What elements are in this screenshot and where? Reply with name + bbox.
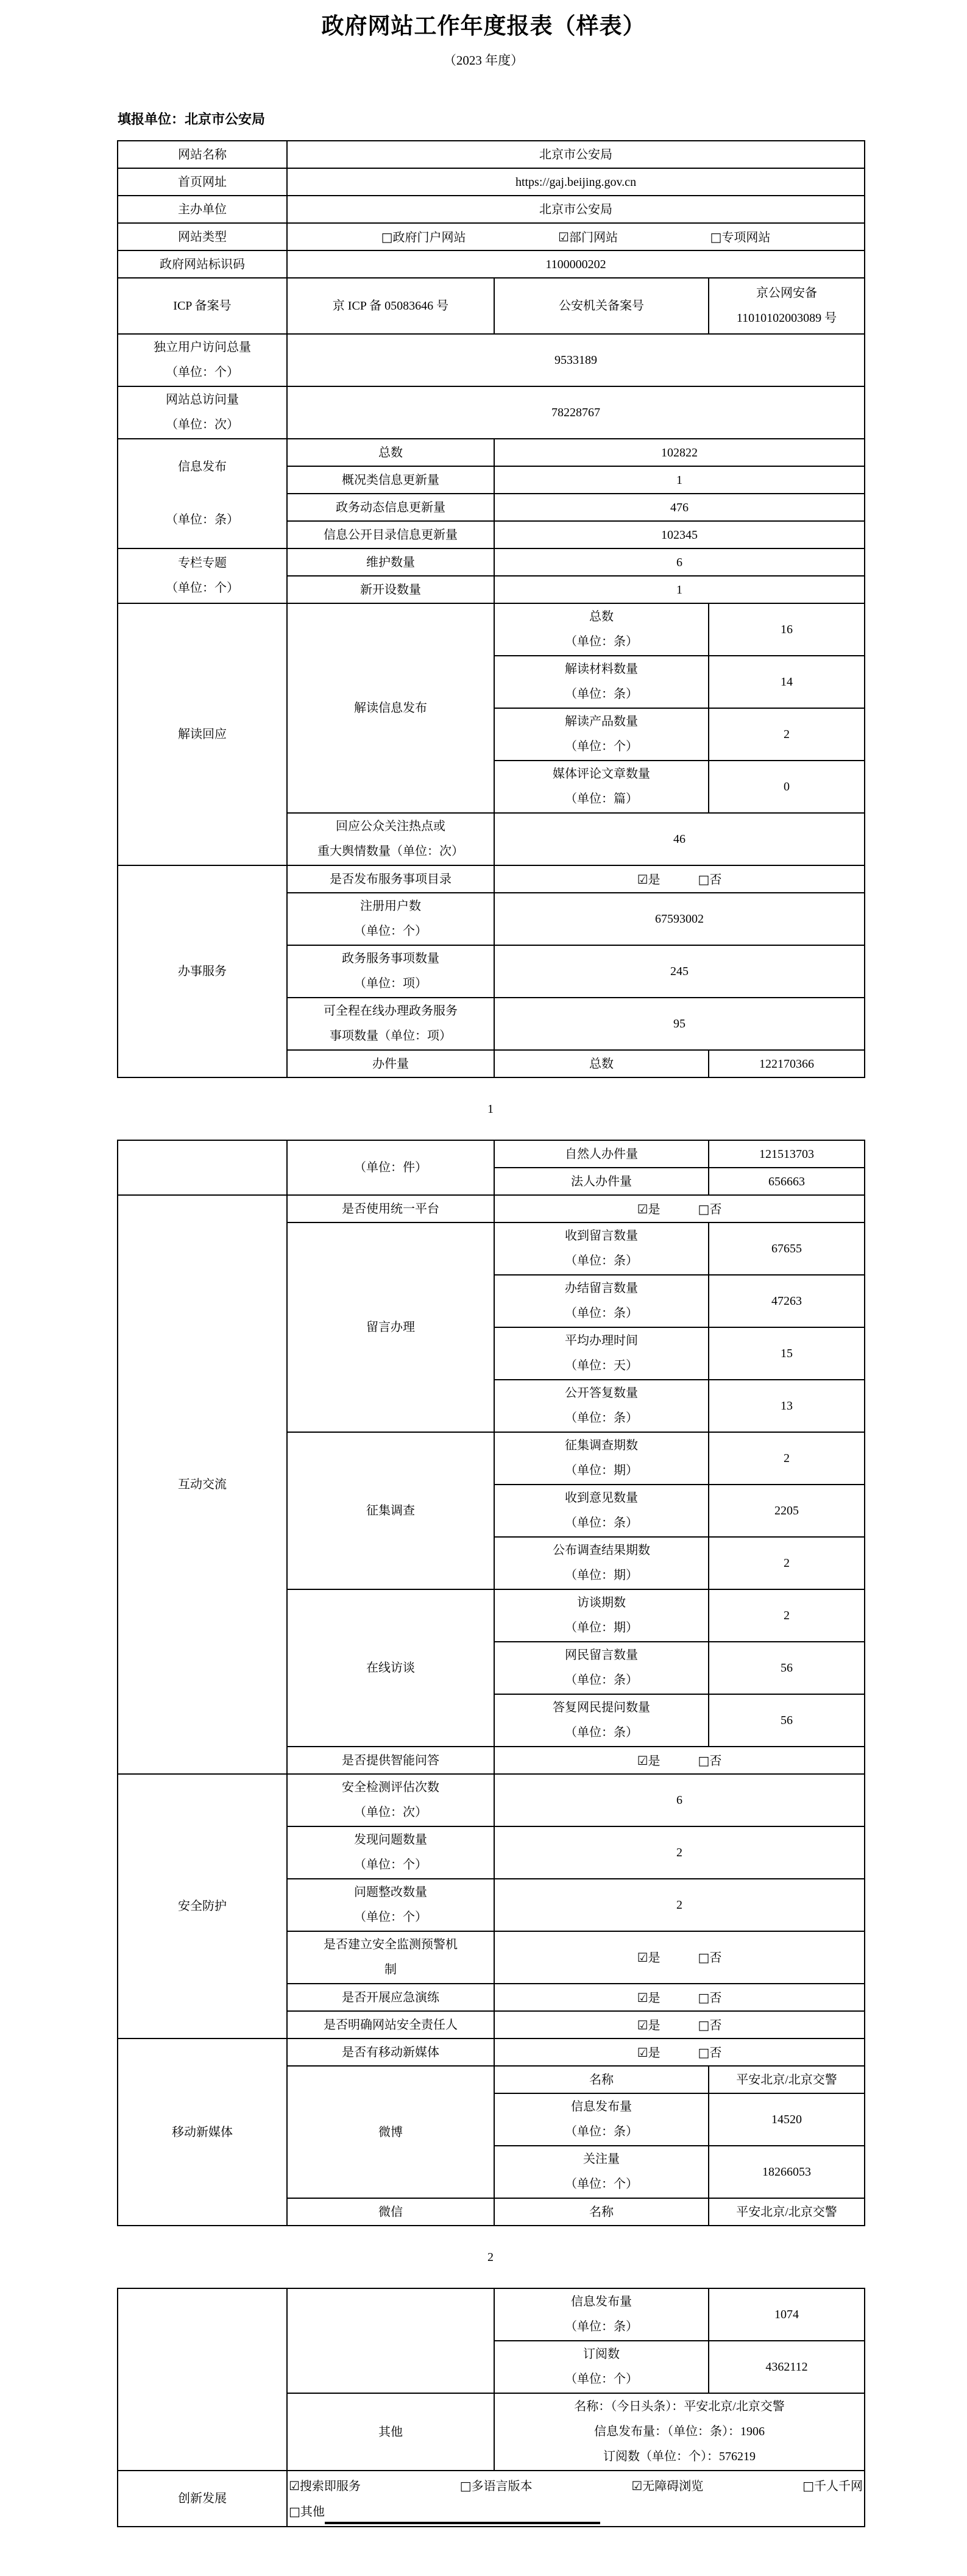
interpretation-publish-label: 解读信息发布 [287,603,494,813]
service-items-label-line1: 政务服务事项数量 [342,952,439,965]
checkbox-officer-yes: ☑是 [637,2017,661,2032]
security-assessments-label [287,1774,494,1826]
smart-qa-value [494,1747,865,1774]
new-media-continuation-cell [118,2288,287,2471]
has-media-label: 是否有移动新媒体 [287,2038,494,2066]
natural-volume-label: 自然人办件量 [494,1140,709,1168]
unique-visitors-value: 9533189 [287,334,865,386]
weibo-followers-unit: （单位：个） [565,2177,638,2191]
sponsor-value: 北京市公安局 [287,196,865,223]
weibo-posts-label [494,2093,709,2146]
response-hotspot-label-line2: 重大舆情数量（单位：次） [317,845,464,858]
interpretation-section-label: 解读回应 [118,603,287,865]
survey-periods-label-line1: 征集调查期数 [565,1439,638,1452]
problems-found-label-line1: 发现问题数量 [354,1833,427,1847]
page-number-2: 2 [487,2251,494,2264]
checkbox-special-site: □专项网站 [710,229,771,244]
survey-opinions-unit: （单位：条） [565,1516,638,1530]
checkbox-platform-yes: ☑是 [637,1201,661,1216]
security-assessments-value: 6 [494,1774,865,1826]
checkbox-has-media-no: □否 [698,2045,722,2060]
has-media-value [494,2038,865,2066]
other-media-posts-line: 信息发布量：（单位：条）：1906 [594,2425,765,2438]
site-type-options [287,223,865,250]
registered-users-unit: （单位：个） [354,924,427,938]
interp-total-unit: （单位：条） [565,635,638,648]
checkbox-multilingual: □多语言版本 [459,2478,533,2493]
total-visits-value: 78228767 [287,386,865,439]
surveys-section-label: 征集调查 [287,1432,494,1589]
unified-platform-value [494,1195,865,1222]
volume-total-label: 总数 [494,1050,709,1077]
response-hotspot-label-line1: 回应公众关注热点或 [336,820,445,833]
new-media-section-label: 移动新媒体 [118,2038,287,2226]
info-publish-unit: （单位：条） [166,513,239,527]
interp-materials-unit: （单位：条） [565,687,638,701]
service-items-label [287,945,494,998]
response-hotspot-value: 46 [494,813,865,865]
interview-replies-label [494,1694,709,1747]
messages-completed-label-line1: 办结留言数量 [565,1282,638,1295]
interview-messages-unit: （单位：条） [565,1673,638,1687]
other-media-name-line: 名称：（今日头条）：平安北京/北京交警 [574,2400,785,2413]
checkbox-department-site: ☑部门网站 [558,229,618,244]
weibo-posts-value: 14520 [709,2093,865,2146]
survey-opinions-value: 2205 [709,1485,865,1537]
checkbox-platform-no: □否 [698,1201,722,1216]
checkbox-monitoring-yes: ☑是 [637,1950,661,1965]
columns-new-label: 新开设数量 [287,576,494,603]
messages-avg-time-unit: （单位：天） [565,1359,638,1372]
checkbox-directory-yes: ☑是 [637,871,661,887]
wechat-subscribers-unit: （单位：个） [565,2372,638,2386]
checkbox-has-media-yes: ☑是 [637,2045,661,2060]
survey-opinions-label-line1: 收到意见数量 [565,1491,638,1505]
messages-avg-time-label [494,1327,709,1380]
interview-replies-label-line1: 答复网民提问数量 [553,1701,650,1714]
wechat-subscribers-label-line1: 订阅数 [583,2347,620,2361]
interp-media-label-line1: 媒体评论文章数量 [553,767,650,781]
police-record-line1: 京公网安备 [756,286,817,300]
interview-periods-unit: （单位：期） [565,1621,638,1634]
wechat-subscribers-value: 4362112 [709,2341,865,2393]
online-items-label-line2: 事项数量（单位：项） [330,1029,452,1043]
wechat-section-label: 微信 [287,2198,494,2226]
security-monitoring-label-line1: 是否建立安全监测预警机 [324,1938,458,1951]
page-number-1: 1 [487,1102,494,1116]
problems-fixed-value: 2 [494,1879,865,1931]
registered-users-value: 67593002 [494,893,865,945]
checkbox-directory-no: □否 [698,871,722,887]
page-subtitle: （2023 年度） [443,53,524,68]
site-name-label: 网站名称 [118,141,287,168]
checkbox-drills-no: □否 [698,1990,722,2005]
legal-volume-label: 法人办件量 [494,1168,709,1195]
interview-messages-value: 56 [709,1642,865,1694]
unified-platform-label: 是否使用统一平台 [287,1195,494,1222]
site-code-value: 1100000202 [287,250,865,278]
info-publish-section-label [118,439,287,548]
report-table-page2 [117,1140,865,2226]
interp-products-unit: （单位：个） [565,740,638,753]
smart-qa-label: 是否提供智能问答 [287,1747,494,1774]
messages-replies-label-line1: 公开答复数量 [565,1386,638,1400]
security-drills-value [494,1984,865,2011]
survey-periods-label [494,1432,709,1485]
info-catalog-value: 102345 [494,521,865,548]
interp-total-label-line1: 总数 [589,610,614,623]
interp-products-label-line1: 解读产品数量 [565,715,638,728]
wechat-posts-value: 1074 [709,2288,865,2341]
report-unit-label: 填报单位：北京市公安局 [118,112,266,127]
weibo-posts-unit: （单位：条） [565,2125,638,2138]
problems-fixed-label-line1: 问题整改数量 [354,1886,427,1899]
unique-visitors-label-line1: 独立用户访问总量 [154,341,251,354]
online-items-label [287,998,494,1050]
info-total-label: 总数 [287,439,494,466]
survey-published-label-line1: 公布调查结果期数 [553,1544,650,1557]
wechat-subscribers-label [494,2341,709,2393]
interview-messages-label-line1: 网民留言数量 [565,1648,638,1662]
weibo-name-label: 名称 [494,2066,709,2093]
online-items-value: 95 [494,998,865,1050]
checkbox-personalized: □千人千网 [802,2478,863,2493]
special-columns-section-label [118,548,287,603]
interp-media-label [494,761,709,813]
messages-replies-unit: （单位：条） [565,1411,638,1425]
service-items-unit: （单位：项） [354,977,427,990]
messages-completed-label [494,1275,709,1327]
security-drills-label: 是否开展应急演练 [287,1984,494,2011]
survey-opinions-label [494,1485,709,1537]
service-items-value: 245 [494,945,865,998]
innovation-options [287,2471,865,2527]
checkbox-search-as-service: ☑搜索即服务 [289,2478,361,2493]
service-directory-label: 是否发布服务事项目录 [287,865,494,893]
unique-visitors-label [118,334,287,386]
legal-volume-value: 656663 [709,1168,865,1195]
problems-fixed-unit: （单位：个） [354,1911,427,1924]
messages-replies-value: 13 [709,1380,865,1432]
report-table-page3 [117,2288,865,2527]
messages-completed-unit: （单位：条） [565,1307,638,1320]
security-assessments-label-line1: 安全检测评估次数 [342,1781,439,1794]
survey-periods-value: 2 [709,1432,865,1485]
site-code-label: 政府网站标识码 [118,250,287,278]
natural-volume-value: 121513703 [709,1140,865,1168]
survey-published-value: 2 [709,1537,865,1589]
checkbox-monitoring-no: □否 [698,1950,722,1965]
security-officer-label: 是否明确网站安全责任人 [287,2011,494,2038]
interview-replies-value: 56 [709,1694,865,1747]
innovation-section-label: 创新发展 [118,2471,287,2527]
response-hotspot-label [287,813,494,865]
interview-periods-label-line1: 访谈期数 [577,1596,626,1609]
messages-received-label [494,1222,709,1275]
wechat-name-value: 平安北京/北京交警 [709,2198,865,2226]
wechat-posts-label [494,2288,709,2341]
messages-received-unit: （单位：条） [565,1254,638,1268]
interview-messages-label [494,1642,709,1694]
report-table-page1 [117,140,865,1078]
wechat-continuation-cell [287,2288,494,2393]
special-columns-label-line1: 专栏专题 [178,556,227,570]
messages-received-value: 67655 [709,1222,865,1275]
interview-periods-value: 2 [709,1589,865,1642]
info-news-value: 476 [494,494,865,521]
columns-maintained-value: 6 [494,548,865,576]
checkbox-smart-qa-no: □否 [698,1753,722,1768]
interviews-section-label: 在线访谈 [287,1589,494,1747]
interp-total-value: 16 [709,603,865,656]
service-directory-value [494,865,865,893]
columns-new-value: 1 [494,576,865,603]
columns-maintained-label: 维护数量 [287,548,494,576]
problems-found-label [287,1826,494,1879]
info-overview-label: 概况类信息更新量 [287,466,494,494]
interview-periods-label [494,1589,709,1642]
info-publish-label-line1: 信息发布 [178,460,227,474]
messages-avg-time-value: 15 [709,1327,865,1380]
home-url-value: https://gaj.beijing.gov.cn [287,168,865,196]
volume-label: 办件量 [287,1050,494,1077]
weibo-followers-label [494,2146,709,2198]
icp-label: ICP 备案号 [118,278,287,334]
services-section-continuation-cell [118,1140,287,1195]
registered-users-label-line1: 注册用户数 [360,899,421,913]
problems-found-unit: （单位：个） [354,1858,427,1872]
wechat-posts-unit: （单位：条） [565,2320,638,2333]
interp-materials-value: 14 [709,656,865,708]
security-assessments-unit: （单位：次） [354,1806,427,1819]
icp-value: 京 ICP 备 05083646 号 [287,278,494,334]
messages-section-label: 留言办理 [287,1222,494,1432]
interp-media-unit: （单位：篇） [565,792,638,806]
online-items-label-line1: 可全程在线办理政务服务 [324,1004,458,1018]
checkbox-accessibility: ☑无障碍浏览 [631,2478,704,2493]
services-section-label: 办事服务 [118,865,287,1077]
security-monitoring-value [494,1931,865,1984]
other-option-blank-line [325,2506,600,2524]
special-columns-unit: （单位：个） [166,581,239,595]
page-title: 政府网站工作年度报表（样表） [321,13,646,38]
wechat-name-label: 名称 [494,2198,709,2226]
security-monitoring-label-line2: 制 [384,1963,397,1976]
interp-products-value: 2 [709,708,865,761]
checkbox-smart-qa-yes: ☑是 [637,1753,661,1768]
survey-periods-unit: （单位：期） [565,1464,638,1477]
info-total-value: 102822 [494,439,865,466]
security-officer-value [494,2011,865,2038]
messages-avg-time-label-line1: 平均办理时间 [565,1334,638,1347]
interp-products-label [494,708,709,761]
interp-materials-label-line1: 解读材料数量 [565,662,638,676]
interp-media-value: 0 [709,761,865,813]
weibo-section-label: 微博 [287,2066,494,2198]
sponsor-label: 主办单位 [118,196,287,223]
messages-replies-label [494,1380,709,1432]
info-catalog-label: 信息公开目录信息更新量 [287,521,494,548]
unique-visitors-unit: （单位：个） [166,366,239,379]
police-record-line2: 11010102003089 号 [736,311,837,325]
messages-received-label-line1: 收到留言数量 [565,1229,638,1243]
info-news-label: 政务动态信息更新量 [287,494,494,521]
security-monitoring-label [287,1931,494,1984]
weibo-name-value: 平安北京/北京交警 [709,2066,865,2093]
registered-users-label [287,893,494,945]
interp-total-label [494,603,709,656]
weibo-followers-label-line1: 关注量 [583,2152,620,2166]
weibo-followers-value: 18266053 [709,2146,865,2198]
checkbox-drills-yes: ☑是 [637,1990,661,2005]
site-type-label: 网站类型 [118,223,287,250]
survey-published-label [494,1537,709,1589]
interview-replies-unit: （单位：条） [565,1726,638,1739]
volume-total-value: 122170366 [709,1050,865,1077]
total-visits-unit: （单位：次） [166,418,239,431]
problems-found-value: 2 [494,1826,865,1879]
wechat-posts-label-line1: 信息发布量 [571,2295,632,2308]
other-media-label: 其他 [287,2393,494,2471]
interaction-section-label: 互动交流 [118,1195,287,1774]
info-overview-value: 1 [494,466,865,494]
total-visits-label [118,386,287,439]
messages-completed-value: 47263 [709,1275,865,1327]
security-section-label: 安全防护 [118,1774,287,2038]
volume-unit-label: （单位：件） [287,1140,494,1195]
home-url-label: 首页网址 [118,168,287,196]
interp-materials-label [494,656,709,708]
other-media-details [494,2393,865,2471]
weibo-posts-label-line1: 信息发布量 [571,2100,632,2113]
total-visits-label-line1: 网站总访问量 [166,393,239,406]
police-record-label: 公安机关备案号 [494,278,709,334]
checkbox-portal-site: □政府门户网站 [381,229,466,244]
checkbox-officer-no: □否 [698,2017,722,2032]
survey-published-unit: （单位：期） [565,1569,638,1582]
site-name-value: 北京市公安局 [287,141,865,168]
problems-fixed-label [287,1879,494,1931]
checkbox-other-option: □其他 [289,2504,325,2519]
other-media-subscribers-line: 订阅数（单位：个）：576219 [603,2450,756,2463]
police-record-value [709,278,865,334]
